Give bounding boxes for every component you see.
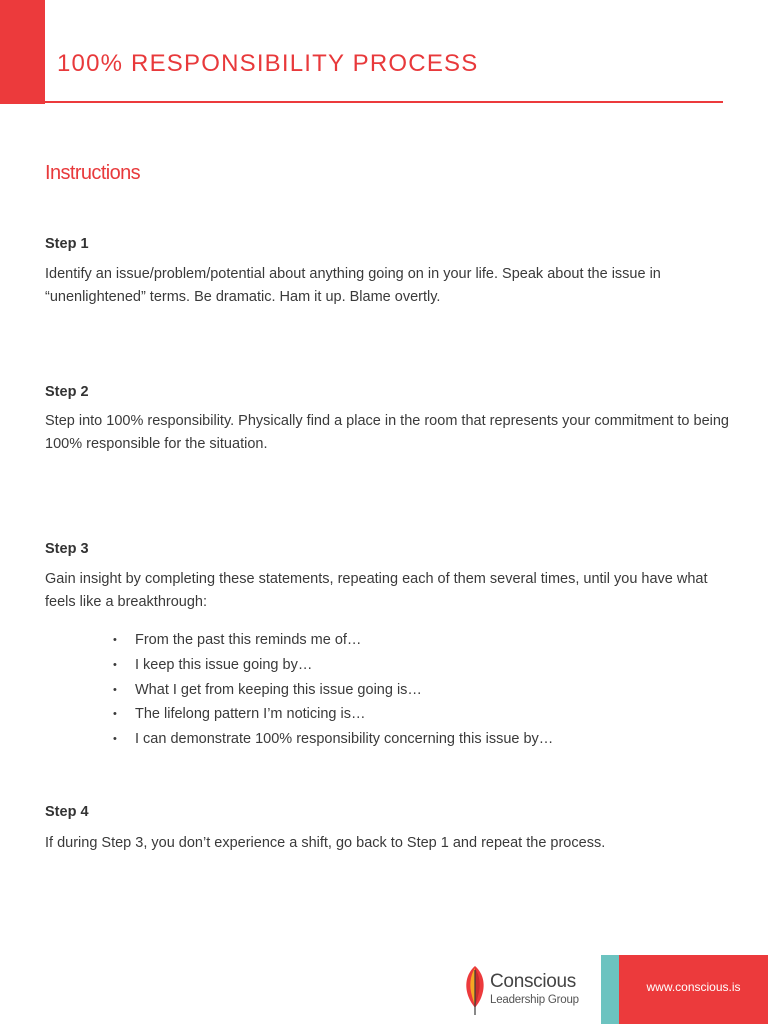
list-item (110, 678, 553, 703)
step-2-text: Step into 100% responsibility. Physically find a place in the room that represents your commitment to being 100% responsible for the situation. (45, 413, 729, 452)
list-item-text: I can demonstrate 100% responsibility concerning this issue by… (135, 731, 554, 748)
company-logo (463, 962, 603, 1017)
header-accent-bar (0, 0, 45, 104)
step-4-text: If during Step 3, you don’t experience a shift, go back to Step 1 and repeat the process. (45, 835, 606, 851)
bullet-icon: • (113, 708, 117, 721)
step-4-label: Step 4 (45, 804, 89, 820)
title-divider (45, 101, 723, 103)
bullet-icon: • (113, 733, 117, 746)
list-item (110, 727, 553, 752)
feather-icon (463, 964, 487, 1016)
step-1-label: Step 1 (45, 236, 89, 252)
step-3-label: Step 3 (45, 541, 89, 557)
brand-name: Conscious (490, 971, 577, 992)
list-item-text: What I get from keeping this issue going is… (135, 681, 422, 698)
list-item (110, 653, 553, 678)
bullet-icon: • (113, 658, 117, 671)
step-1-text: Identify an issue/problem/potential about anything going on in your life. Speak about the issue in “unenlightened” terms. Be dramatic. Ham it up. Blame overtly. (45, 266, 661, 305)
step-2-label: Step 2 (45, 384, 89, 400)
website-link[interactable]: www.conscious.is (646, 980, 741, 994)
bullet-icon: • (113, 634, 117, 646)
instructions-heading: Instructions (45, 162, 141, 184)
list-item-text: From the past this reminds me of… (135, 632, 362, 648)
footer-teal-bar (601, 955, 619, 1024)
footer-red-block (619, 955, 768, 1024)
list-item (110, 628, 553, 653)
step-3-text: Gain insight by completing these statements, repeating each of them several times, until you have what feels like a breakthrough: (45, 571, 708, 610)
list-item-text: The lifelong pattern I’m noticing is… (135, 706, 366, 723)
page-title: 100% RESPONSIBILITY PROCESS (57, 50, 479, 77)
list-item-text: I keep this issue going by… (135, 656, 313, 673)
list-item (110, 702, 553, 727)
bullet-icon: • (113, 683, 117, 696)
step-3-bullet-list (110, 628, 553, 752)
brand-subtitle: Leadership Group (490, 994, 579, 1006)
